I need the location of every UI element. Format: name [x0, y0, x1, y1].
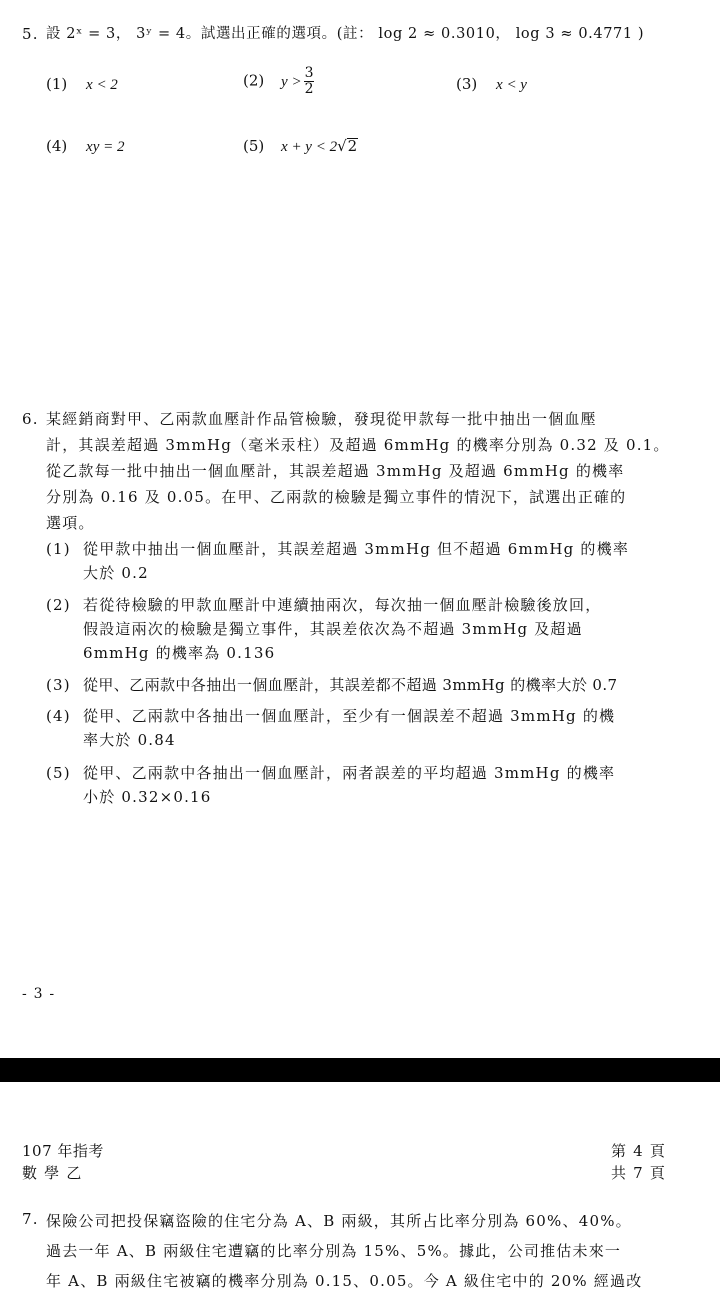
option-line: 從甲、乙兩款中各抽出一個血壓計，至少有一個誤差不超過 3mmHg 的機: [83, 707, 616, 725]
q5-option-label: (2): [243, 71, 265, 90]
stem-line: 計，其誤差超過 3mmHg（毫米汞柱）及超過 6mmHg 的機率分別為 0.32 及 0.1。: [46, 436, 670, 454]
q5-option-label: (4): [46, 137, 68, 155]
q5-option-expr: x < y: [496, 77, 527, 93]
question-5-stem: 設 2ˣ = 3， 3ʸ = 4。試選出正確的選項。(註： log 2 ≈ 0.3010， log 3 ≈ 0.4771 ): [46, 26, 645, 42]
q5-option-expr: x + y < 2: [281, 139, 338, 155]
fraction-numerator: 3: [304, 65, 314, 81]
q6-option-label: (5): [46, 764, 71, 782]
q5-option-expr: y >: [281, 73, 302, 90]
q5-option-1[interactable]: [46, 74, 118, 95]
q5-option-label: (5): [243, 137, 265, 155]
stem-line: 過去一年 A、B 兩級住宅遭竊的比率分別為 15%、5%。據此，公司推估未來一: [46, 1242, 622, 1260]
exam-title: 107 年指考: [22, 1142, 104, 1160]
stem-line: 從乙款每一批中抽出一個血壓計，其誤差超過 3mmHg 及超過 6mmHg 的機率: [46, 462, 625, 480]
stem-line: 保險公司把投保竊盜險的住宅分為 A、B 兩級，其所占比率分別為 60%、40%。: [46, 1212, 632, 1230]
option-line: 率大於 0.84: [83, 731, 176, 749]
fraction-denominator: 2: [304, 81, 314, 97]
option-line: 從甲、乙兩款中各抽出一個血壓計，其誤差都不超過 3mmHg 的機率大於 0.7: [83, 676, 618, 694]
stem-line: 年 A、B 兩級住宅被竊的機率分別為 0.15、0.05。今 A 級住宅中的 20% 經過改: [46, 1272, 643, 1290]
sqrt-icon: √: [337, 137, 347, 155]
q5-option-5[interactable]: [243, 136, 358, 157]
option-line: 大於 0.2: [83, 564, 149, 582]
page-separator: [0, 1058, 720, 1082]
question-6-number: 6.: [22, 410, 39, 428]
question-5-number: 5.: [22, 25, 39, 43]
stem-line: 分別為 0.16 及 0.05。在甲、乙兩款的檢驗是獨立事件的情況下，試選出正確的: [46, 488, 627, 506]
q5-option-expr: xy = 2: [86, 139, 125, 155]
q6-option-label: (2): [46, 596, 71, 614]
total-pages: 共 7 頁: [611, 1164, 667, 1182]
q5-option-label: (1): [46, 75, 68, 93]
q5-option-4[interactable]: [46, 136, 124, 157]
q5-option-3[interactable]: [456, 74, 527, 95]
fraction: [304, 66, 315, 97]
page-header-right: [611, 1140, 666, 1184]
option-line: 6mmHg 的機率為 0.136: [83, 644, 276, 662]
stem-line: 某經銷商對甲、乙兩款血壓計作品管檢驗，發現從甲款每一批中抽出一個血壓: [46, 410, 597, 428]
page-header-left: [22, 1140, 104, 1184]
q6-option-label: (3): [46, 676, 71, 694]
question-7-stem: [46, 1206, 642, 1296]
q6-option-label: (4): [46, 707, 71, 725]
page-number: - 3 -: [22, 986, 56, 1002]
question-6-stem: [46, 406, 670, 536]
sqrt-radicand: 2: [347, 137, 358, 155]
subject-title: 數 學 乙: [22, 1164, 83, 1182]
q5-option-expr: x < 2: [86, 77, 118, 93]
option-line: 假設這兩次的檢驗是獨立事件，其誤差依次為不超過 3mmHg 及超過: [83, 620, 583, 638]
option-line: 小於 0.32×0.16: [83, 788, 212, 806]
page-indicator: 第 4 頁: [611, 1142, 667, 1160]
question-7-number: 7.: [22, 1210, 39, 1228]
q6-option-label: (1): [46, 540, 71, 558]
q5-option-2[interactable]: [243, 66, 314, 97]
option-line: 從甲、乙兩款中各抽出一個血壓計，兩者誤差的平均超過 3mmHg 的機率: [83, 764, 616, 782]
q5-option-label: (3): [456, 75, 478, 93]
option-line: 從甲款中抽出一個血壓計，其誤差超過 3mmHg 但不超過 6mmHg 的機率: [83, 540, 630, 558]
stem-line: 選項。: [46, 514, 95, 532]
option-line: 若從待檢驗的甲款血壓計中連續抽兩次，每次抽一個血壓計檢驗後放回，: [83, 596, 602, 614]
